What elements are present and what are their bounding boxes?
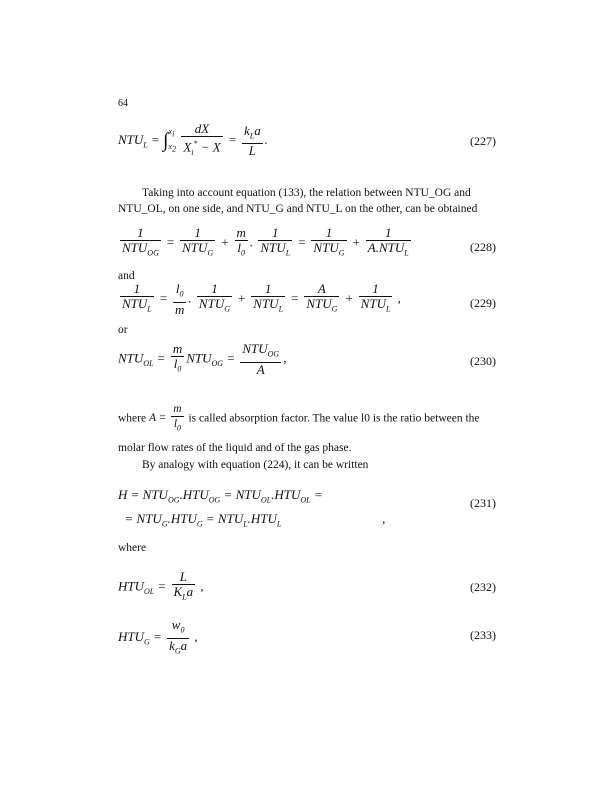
equation-number-229: (229) bbox=[470, 296, 496, 310]
text-where: where bbox=[118, 542, 147, 554]
text-and: and bbox=[118, 270, 135, 282]
equation-229: $\frac{1}{NTU_L}$ = $\frac{l_0}{m}$ . $\frac{1}{NTU_G}$ + $\frac{1}{NTU_L}$ = $\frac{A}{NTU_G}$ + $\frac{1}{NTU_L}$ , (229) bbox=[122, 281, 496, 317]
equation-number-228: (228) bbox=[470, 240, 496, 254]
equation-232: $HTU_{OL}$ = $\frac{L}{K_La}$ , (232) bbox=[118, 570, 496, 605]
equation-233: $HTU_G$ = $\frac{w_0}{k_Ga}$ , (233) bbox=[118, 618, 496, 658]
equation-number-230: (230) bbox=[470, 354, 496, 368]
equation-227: $NTU_L$ = ∫ $x_i$ $x_2$ $\frac{dX}{X_i^* - X}$ = $\frac{k_La}{L}$ . (227) bbox=[118, 121, 496, 159]
equation-number-232: (232) bbox=[470, 580, 496, 594]
text-where-a: where bbox=[118, 412, 147, 425]
paragraph-relation: Taking into account equation (133), the relation between NTU_OG and NTU_OL, on one side, and NTU_G and NTU_L on the other, can be obtained bbox=[118, 187, 478, 215]
text-absorption-factor: is called absorption factor. The value l0 is the ratio between the bbox=[188, 412, 480, 425]
text-or: or bbox=[118, 324, 128, 336]
equation-231: $H = NTU_{OG}.HTU_{OG} = NTU_{OL}.HTU_{OL}$ = = $NTU_G.HTU_G = NTU_L.HTU_L$ , (231) bbox=[118, 487, 496, 529]
equation-number-231: (231) bbox=[470, 496, 496, 510]
page-number: 64 bbox=[118, 98, 128, 109]
paragraph-absorption-factor: where A = $\frac{m}{l_0}$ is called absorption factor. The value l0 is the ratio between the bbox=[118, 402, 496, 435]
paragraph-analogy: By analogy with equation (224), it can be written bbox=[142, 459, 369, 471]
paragraph-molar-flow: molar flow rates of the liquid and of the gas phase. bbox=[118, 442, 352, 454]
equation-230: $NTU_{OL}$ = $\frac{m}{l_0}$ $NTU_{OG}$ = $\frac{NTU_{OG}}{A}$ , (230) bbox=[118, 341, 496, 377]
equation-number-227: (227) bbox=[470, 134, 496, 148]
equation-228: $\frac{1}{NTU_{OG}}$ = $\frac{1}{NTU_G}$ + $\frac{m}{l_0}$ . $\frac{1}{NTU_L}$ = $\frac{1}{NTU_G}$ + $\frac{1}{A.NTU_L}$ (228) bbox=[118, 226, 496, 261]
equation-number-233: (233) bbox=[470, 628, 496, 642]
